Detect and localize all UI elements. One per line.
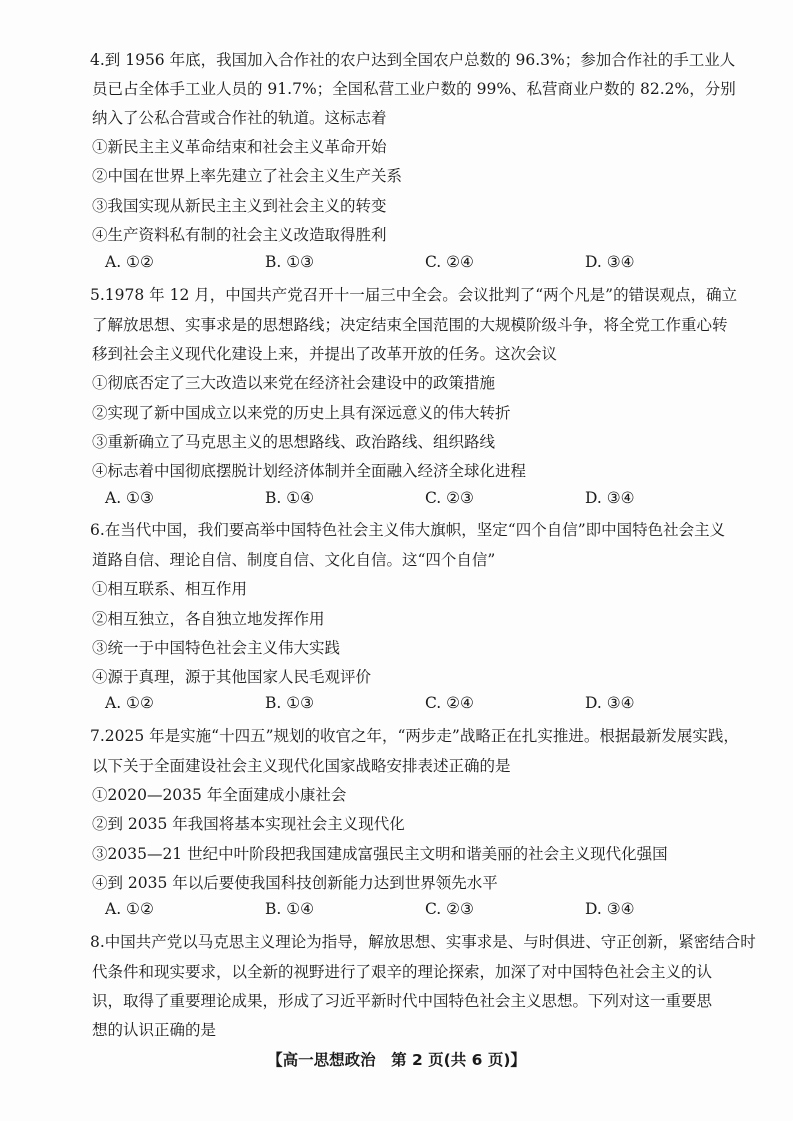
- question-4-choice-b[interactable]: B. ①③: [265, 253, 315, 271]
- question-6-option-2: ②相互独立，各自独立地发挥作用: [92, 610, 325, 628]
- question-7-stem-line-2: 以下关于全面建设社会主义现代化国家战略安排表述正确的是: [92, 757, 511, 775]
- question-7-option-2: ②到 2035 年我国将基本实现社会主义现代化: [92, 815, 405, 833]
- page-footer: 【高一思想政治 第 2 页(共 6 页)】: [267, 1051, 526, 1069]
- question-6-stem-line-1: 6.在当代中国，我们要高举中国特色社会主义伟大旗帜，坚定“四个自信”即中国特色社会主义: [90, 521, 726, 539]
- question-4-choice-c[interactable]: C. ②④: [425, 253, 474, 271]
- question-5-choice-a[interactable]: A. ①③: [105, 489, 154, 507]
- question-6-choice-a[interactable]: A. ①②: [105, 694, 154, 712]
- question-6-stem-line-2: 道路自信、理论自信、制度自信、文化自信。这“四个自信”: [92, 551, 496, 569]
- question-4-option-2: ②中国在世界上率先建立了社会主义生产关系: [92, 167, 403, 185]
- question-6-choice-d[interactable]: D. ③④: [585, 694, 635, 712]
- question-6-choice-c[interactable]: C. ②④: [425, 694, 474, 712]
- question-4-choice-d[interactable]: D. ③④: [585, 253, 635, 271]
- question-7-option-1: ①2020—2035 年全面建成小康社会: [92, 786, 347, 804]
- question-5-option-4: ④标志着中国彻底摆脱计划经济体制并全面融入经济全球化进程: [92, 462, 527, 480]
- question-8-stem-line-3: 识，取得了重要理论成果，形成了习近平新时代中国特色社会主义思想。下列对这一重要思: [92, 992, 713, 1010]
- question-7-choice-a[interactable]: A. ①②: [105, 900, 154, 918]
- question-8-stem-line-4: 想的认识正确的是: [92, 1021, 217, 1039]
- question-4-stem-line-1: 4.到 1956 年底，我国加入合作社的农户达到全国农户总数的 96.3%；参加合作社的手工业人: [90, 51, 736, 69]
- question-4-option-1: ①新民主主义革命结束和社会主义革命开始: [92, 138, 387, 156]
- question-4-stem-line-2: 员已占全体手工业人员的 91.7%；全国私营工业户数的 99%、私营商业户数的 82.2%，分别: [92, 80, 736, 98]
- question-5-stem-line-3: 移到社会主义现代化建设上来，并提出了改革开放的任务。这次会议: [92, 345, 558, 363]
- question-5-option-3: ③重新确立了马克思主义的思想路线、政治路线、组织路线: [92, 433, 496, 451]
- question-5-option-1: ①彻底否定了三大改造以来党在经济社会建设中的政策措施: [92, 374, 496, 392]
- question-6-option-4: ④源于真理，源于其他国家人民毛观评价: [92, 668, 372, 686]
- question-4-choice-a[interactable]: A. ①②: [105, 253, 154, 271]
- question-4-stem-line-3: 纳入了公私合营或合作社的轨道。这标志着: [92, 109, 387, 127]
- question-7-choice-c[interactable]: C. ②③: [425, 900, 474, 918]
- question-7-choice-d[interactable]: D. ③④: [585, 900, 635, 918]
- question-7-option-3: ③2035—21 世纪中叶阶段把我国建成富强民主文明和谐美丽的社会主义现代化强国: [92, 845, 668, 863]
- question-5-choice-d[interactable]: D. ③④: [585, 489, 635, 507]
- question-4-option-4: ④生产资料私有制的社会主义改造取得胜利: [92, 226, 387, 244]
- question-6-option-1: ①相互联系、相互作用: [92, 580, 248, 598]
- question-5-stem-line-1: 5.1978 年 12 月，中国共产党召开十一届三中全会。会议批判了“两个凡是”的错误观点，确立: [90, 286, 738, 304]
- question-5-option-2: ②实现了新中国成立以来党的历史上具有深远意义的伟大转折: [92, 404, 511, 422]
- question-7-stem-line-1: 7.2025 年是实施“十四五”规划的收官之年，“两步走”战略正在扎实推进。根据最新发展实践，: [90, 727, 739, 745]
- question-6-choice-b[interactable]: B. ①③: [265, 694, 315, 712]
- question-5-choice-b[interactable]: B. ①④: [265, 489, 315, 507]
- question-7-option-4: ④到 2035 年以后要使我国科技创新能力达到世界领先水平: [92, 874, 498, 892]
- question-8-stem-line-2: 代条件和现实要求，以全新的视野进行了艰辛的理论探索，加深了对中国特色社会主义的认: [92, 963, 713, 981]
- question-5-stem-line-2: 了解放思想、实事求是的思想路线；决定结束全国范围的大规模阶级斗争，将全党工作重心转: [92, 316, 728, 334]
- question-6-option-3: ③统一于中国特色社会主义伟大实践: [92, 639, 341, 657]
- question-5-choice-c[interactable]: C. ②③: [425, 489, 474, 507]
- question-8-stem-line-1: 8.中国共产党以马克思主义理论为指导，解放思想、实事求是、与时俱进、守正创新，紧密结合时: [90, 933, 756, 951]
- question-7-choice-b[interactable]: B. ①④: [265, 900, 315, 918]
- question-4-option-3: ③我国实现从新民主主义到社会主义的转变: [92, 197, 387, 215]
